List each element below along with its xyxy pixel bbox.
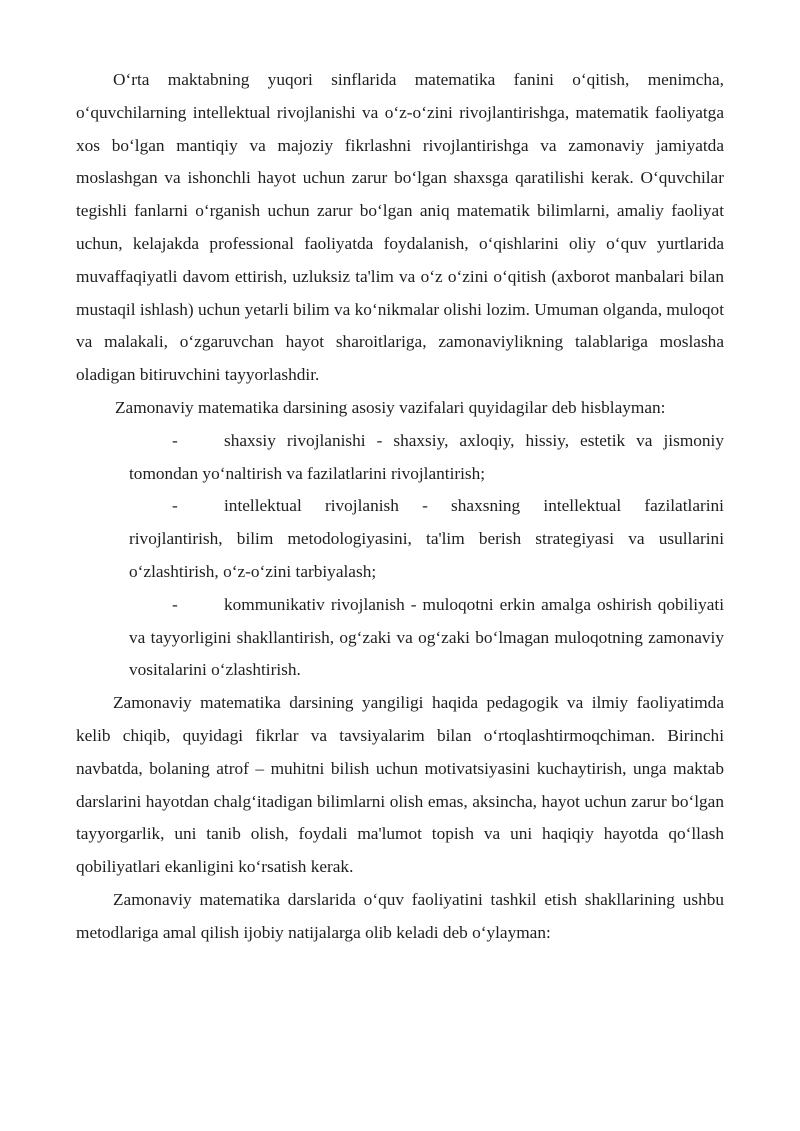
list-item-marker: - bbox=[172, 496, 178, 516]
paragraph-novelty: Zamonaviy matematika darsining yangiligi haqida pedagogik va ilmiy faoliyatimda kelib chiqib, quyidagi fikrlar va tavsiyalarim bilan o‘rtoqlashtirmoqchiman. Birinchi navbatda, bolaning atrof – muhitni bilish uchun motivatsiyasini kuchaytirish, unga maktab darslarini hayotdan chalg‘itadigan bilimlarni olish emas, aksincha, hayot uchun zarur bo‘lgan tayyorgarlik, uni tanib olish, foydali ma'lumot topish va uni haqiqiy hayotda qo‘llash qobiliyatlari ekanligini ko‘rsatish kerak. bbox=[76, 693, 724, 877]
tasks-list bbox=[76, 425, 724, 687]
list-item-marker: - bbox=[172, 594, 178, 614]
list-item-text: intellektual rivojlanish - shaxsning intellektual fazilatlarini rivojlantirish, bilim metodologiyasini, ta'lim berish strategiyasi va usullarini o‘zlashtirish, o‘z-o‘zini tarbiyalash; bbox=[129, 496, 724, 581]
paragraph-methods: Zamonaviy matematika darslarida o‘quv faoliyatini tashkil etish shakllarining ushbu metodlariga amal qilish ijobiy natijalarga olib keladi deb o‘ylayman: bbox=[76, 889, 724, 942]
list-item-text: kommunikativ rivojlanish - muloqotni erkin amalga oshirish qobiliyati va tayyorligini shakllantirish, og‘zaki va og‘zaki bo‘lmagan muloqotning zamonaviy vositalarini o‘zlashtirish. bbox=[129, 594, 724, 680]
list-item bbox=[76, 425, 724, 491]
list-item bbox=[76, 589, 724, 687]
list-item bbox=[76, 490, 724, 588]
list-item-marker: - bbox=[172, 430, 178, 450]
paragraph-intro: O‘rta maktabning yuqori sinflarida matematika fanini o‘qitish, menimcha, o‘quvchilarning intellektual rivojlanishi va o‘z-o‘zini rivojlantirishga, matematik faoliyatga xos bo‘lgan mantiqiy va majoziy fikrlashni rivojlantirishga va zamonaviy jamiyatda moslashgan va ishonchli hayot uchun zarur bo‘lgan shaxsga qaratilishi kerak. O‘quvchilar tegishli fanlarni o‘rganish uchun zarur bo‘lgan aniq matematik bilimlarni, amaliy faoliyat uchun, kelajakda professional faoliyatda foydalanish, o‘qishlarini oliy o‘quv yurtlarida muvaffaqiyatli davom ettirish, uzluksiz ta'lim va o‘z o‘zini o‘qitish (axborot manbalari bilan mustaqil ishlash) uchun yetarli bilim va ko‘nikmalar olishi lozim. Umuman olganda, muloqot va malakali, o‘zgaruvchan hayot sharoitlariga, zamonaviylikning talablariga moslasha oladigan bitiruvchini tayyorlashdir. bbox=[76, 70, 724, 385]
list-item-text: shaxsiy rivojlanishi - shaxsiy, axloqiy, hissiy, estetik va jismoniy tomondan yo‘naltirish va fazilatlarini rivojlantirish; bbox=[129, 430, 724, 483]
paragraph-tasks-lead: Zamonaviy matematika darsining asosiy vazifalari quyidagilar deb hisblayman: bbox=[115, 397, 666, 417]
document-page bbox=[76, 64, 724, 950]
